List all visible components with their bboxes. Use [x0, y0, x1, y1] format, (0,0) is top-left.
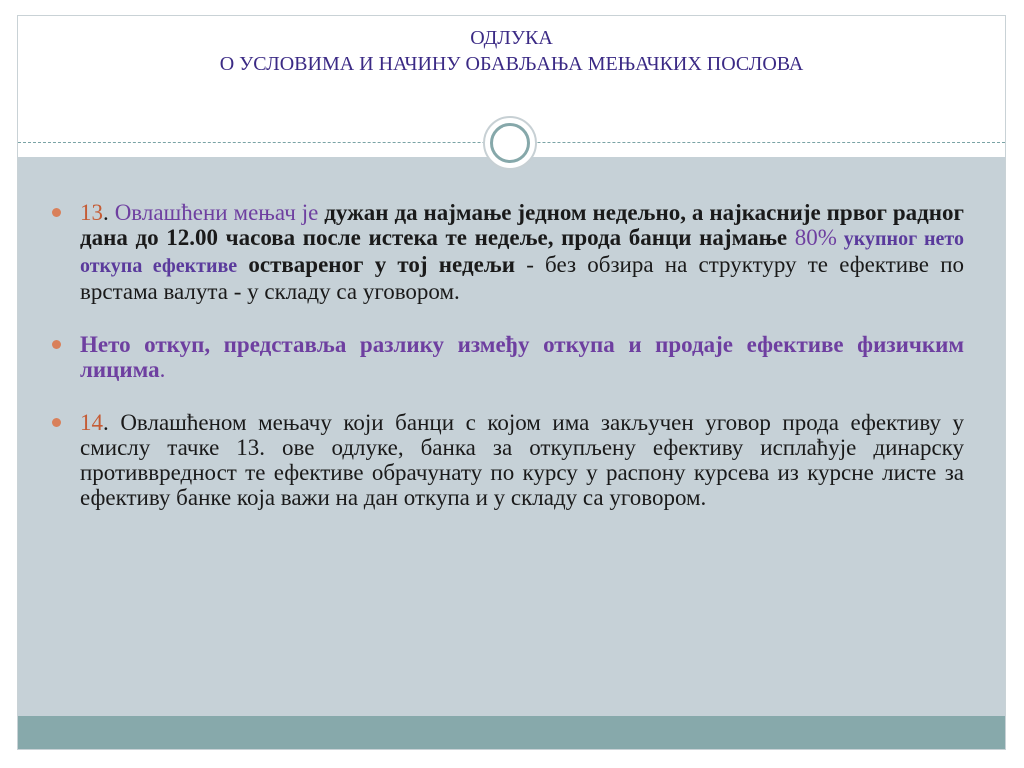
bullet-list	[80, 200, 964, 538]
circle-ornament-inner	[490, 123, 530, 163]
text-segment: дужан да најмање једном недељно, а најкасније првог радног дана до 12.00 часова после истека те недеље, прода банци најмање	[80, 200, 964, 250]
footer-bar	[18, 716, 1005, 750]
bullet-item-neto-otkup	[80, 332, 964, 382]
text-segment: - без обзира на структуру те ефективе по врстама валута - у складу са уговором.	[80, 252, 964, 304]
item-number: 13	[80, 200, 103, 225]
bullet-dot-icon	[52, 418, 61, 427]
circle-ornament-icon	[483, 116, 537, 170]
text-segment: укупног нето откупа ефективе	[80, 228, 964, 277]
text-segment: . Овлашћеном мењачу који банци с којом има закључен уговор прода ефективу у смислу тачке 13. ове одлуке, банка за откупљену ефективу исплаћује динарску противвредност те ефективе обрачунату по курсу у распону курсева из курсне листе за ефективу банке која важи на дан откупа и у складу са уговором.	[80, 410, 964, 510]
title-line-2: О УСЛОВИМА И НАЧИНУ ОБАВЉАЊА МЕЊАЧКИХ ПОСЛОВА	[219, 53, 804, 75]
definition-text: Нето откуп, представља разлику између откупа и продаје ефективе физичким лицима	[80, 332, 964, 382]
bullet-dot-icon	[52, 208, 61, 217]
title-line-1: ОДЛУКА	[470, 27, 553, 49]
content-area	[18, 157, 1005, 716]
bullet-item-14	[80, 410, 964, 510]
text-segment: .	[103, 200, 115, 225]
text-segment: оствареног у тој недељи	[237, 252, 515, 277]
bullet-item-13	[80, 200, 964, 304]
text-segment: .	[159, 357, 166, 382]
bullet-dot-icon	[52, 340, 61, 349]
slide-title	[18, 25, 1005, 77]
item-number: 14	[80, 410, 103, 435]
text-segment: Овлашћени мењач је	[114, 200, 319, 225]
percent-value: 80%	[794, 225, 837, 250]
slide	[17, 15, 1006, 750]
